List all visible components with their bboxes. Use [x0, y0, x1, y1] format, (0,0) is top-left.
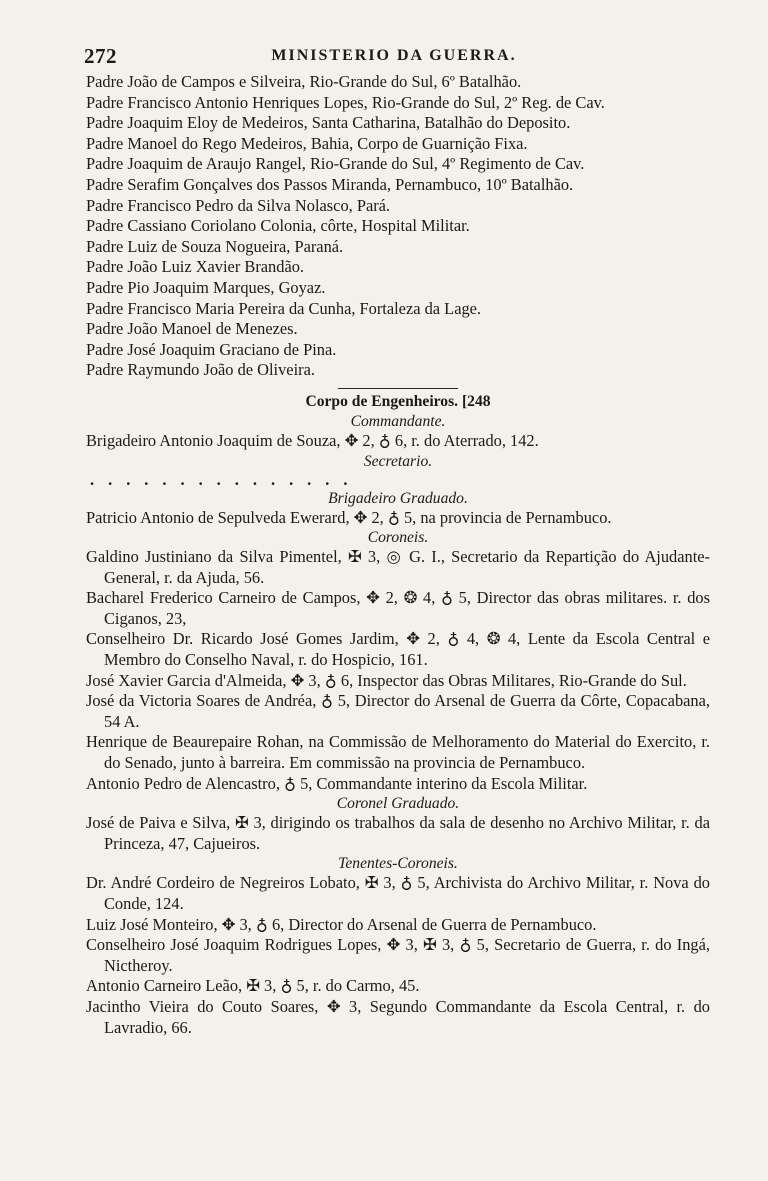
chaplain-entry: Padre Francisco Antonio Henriques Lopes, Rio-Grande do Sul, 2º Reg. de Cav. [86, 92, 605, 112]
coronel-entry: Conselheiro Dr. Ricardo José Gomes Jardim, ✥ 2, ♁ 4, ❂ 4, Lente da Escola Central e Membro do Conselho Naval, r. do Hospicio, 161. [86, 629, 710, 670]
subheading-coroneis: Coroneis. [367, 529, 429, 547]
coronel-entry: José da Victoria Soares de Andréa, ♁ 5, Director do Arsenal de Guerra da Côrte, Copacabana, 54 A. [86, 691, 710, 731]
tenente-coronel-entry: Jacintho Vieira do Couto Soares, ✥ 3, Segundo Commandante da Escola Central, r. do Lavradio, 66. [86, 996, 710, 1037]
section-title-engineers: Corpo de Engenheiros. [248 [305, 392, 491, 410]
coronel-entry: Galdino Justiniano da Silva Pimentel, ✠ 3, ◎ G. I., Secretario da Repartição do Ajudante-General, r. da Ajuda, 56. [86, 547, 710, 587]
chaplain-entry: Padre José Joaquim Graciano de Pina. [86, 339, 337, 359]
chaplain-list [86, 72, 710, 381]
chaplain-entry: Padre Francisco Maria Pereira da Cunha, Fortaleza da Lage. [86, 298, 482, 318]
subheading-coronel-graduado: Coronel Graduado. [336, 795, 460, 813]
coronel-graduado-entry: José de Paiva e Silva, ✠ 3, dirigindo os trabalhos da sala de desenho no Archivo Militar, r. da Princeza, 47, Cajueiros. [86, 813, 710, 853]
tenente-coronel-entry: Luiz José Monteiro, ✥ 3, ♁ 6, Director do Arsenal de Guerra de Pernambuco. [86, 914, 597, 934]
chaplain-entry: Padre Raymundo João de Oliveira. [86, 360, 315, 380]
chaplain-entry: Padre Pio Joaquim Marques, Goyaz. [86, 277, 326, 297]
chaplain-entry: Padre Joaquim de Araujo Rangel, Rio-Grande do Sul, 4º Regimento de Cav. [86, 154, 585, 174]
page-header [84, 44, 704, 70]
coronel-entry: Bacharel Frederico Carneiro de Campos, ✥ 2, ❂ 4, ♁ 5, Director das obras militares. r. dos Ciganos, 23, [86, 588, 710, 628]
section-divider [338, 388, 458, 389]
page-body [86, 72, 710, 1038]
tenente-coronel-entry: Antonio Carneiro Leão, ✠ 3, ♁ 5, r. do Carmo, 45. [86, 976, 420, 996]
brigadeiro-entry: Patricio Antonio de Sepulveda Ewerard, ✥ 2, ♁ 5, na provincia de Pernambuco. [86, 507, 612, 527]
chaplain-entry: Padre Manoel do Rego Medeiros, Bahia, Corpo de Guarnição Fixa. [86, 133, 528, 153]
tenente-coronel-entry: Dr. André Cordeiro de Negreiros Lobato, ✠ 3, ♁ 5, Archivista do Archivo Militar, r. Nova do Conde, 124. [86, 873, 710, 913]
secretario-vacant-dots: ............... [90, 469, 362, 489]
coronel-entry: Antonio Pedro de Alencastro, ♁ 5, Commandante interino da Escola Militar. [86, 773, 588, 793]
page-number: 272 [84, 44, 117, 68]
coronel-entry: José Xavier Garcia d'Almeida, ✥ 3, ♁ 6, Inspector das Obras Militares, Rio-Grande do Sul. [86, 670, 687, 690]
subheading-tenentes-coroneis: Tenentes-Coroneis. [338, 855, 458, 873]
subheading-secretario: Secretario. [363, 452, 433, 470]
coronel-entry: Henrique de Beaurepaire Rohan, na Commissão de Melhoramento do Material do Exercito, r. do Senado, junto à barreira. Em commissão na provincia de Pernambuco. [86, 732, 710, 773]
chaplain-entry: Padre João de Campos e Silveira, Rio-Grande do Sul, 6º Batalhão. [86, 72, 522, 91]
chaplain-entry: Padre Francisco Pedro da Silva Nolasco, Pará. [86, 195, 391, 215]
tenente-coronel-entry: Conselheiro José Joaquim Rodrigues Lopes, ✥ 3, ✠ 3, ♁ 5, Secretario de Guerra, r. do Ingá, Nictheroy. [86, 935, 710, 975]
chaplain-entry: Padre Cassiano Coriolano Colonia, côrte, Hospital Militar. [86, 216, 470, 236]
chaplain-entry: Padre Luiz de Souza Nogueira, Paraná. [86, 236, 344, 256]
commandante-entry: Brigadeiro Antonio Joaquim de Souza, ✥ 2, ♁ 6, r. do Aterrado, 142. [86, 430, 539, 450]
chaplain-entry: Padre Joaquim Eloy de Medeiros, Santa Catharina, Batalhão do Deposito. [86, 113, 571, 133]
subheading-commandante: Commandante. [350, 412, 446, 430]
running-title: MINISTERIO DA GUERRA. [271, 47, 517, 64]
subheading-brigadeiro-graduado: Brigadeiro Graduado. [328, 489, 468, 507]
chaplain-entry: Padre João Luiz Xavier Brandão. [86, 257, 305, 277]
chaplain-entry: Padre João Manoel de Menezes. [86, 319, 298, 339]
chaplain-entry: Padre Serafim Gonçalves dos Passos Miranda, Pernambuco, 10º Batalhão. [86, 174, 574, 194]
